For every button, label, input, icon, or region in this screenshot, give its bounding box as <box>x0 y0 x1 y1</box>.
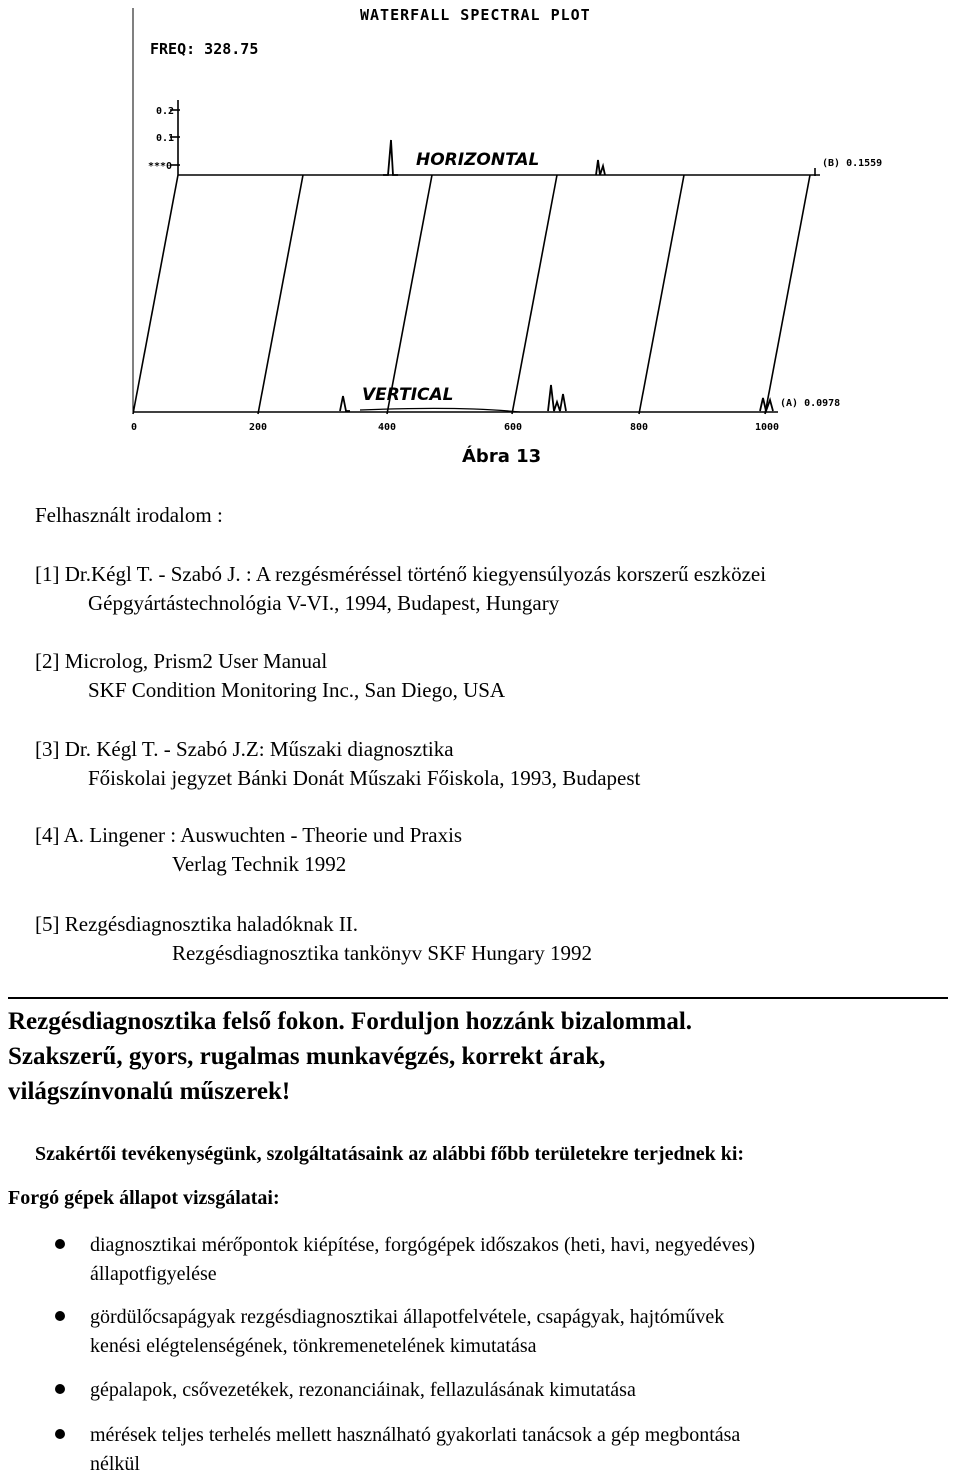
spectrum-peak <box>383 140 398 175</box>
list-item-line: gördülőcsapágyak rezgésdiagnosztikai állapotfelvétele, csapágyak, hajtóművek <box>90 1306 725 1328</box>
diagonal-grid-line <box>639 175 684 414</box>
diagonal-grid-line <box>765 175 810 414</box>
waterfall-figure <box>0 0 960 480</box>
list-item-line: nélkül <box>90 1453 140 1475</box>
list-item-line: diagnosztikai mérőpontok kiépítése, forgógépek időszakos (heti, havi, negyedéves) <box>90 1234 755 1256</box>
diagonal-grid-line <box>512 175 557 414</box>
x-tick-label: 1000 <box>755 422 780 433</box>
list-item-line: mérések teljes terhelés mellett használható gyakorlati tanácsok a gép megbontása <box>90 1424 741 1446</box>
services-intro: Szakértői tevékenységünk, szolgáltatásaink az alábbi főbb területekre terjednek ki: <box>35 1143 745 1165</box>
x-tick-label: 0 <box>131 422 138 433</box>
reference-line: Verlag Technik 1992 <box>172 852 347 876</box>
reference-line: [2] Microlog, Prism2 User Manual <box>35 649 328 673</box>
promo-line: Rezgésdiagnosztika felső fokon. Forduljon hozzánk bizalommal. <box>8 1008 693 1035</box>
diagonal-grid-line <box>387 175 432 414</box>
literature-heading: Felhasznált irodalom : <box>35 503 223 527</box>
x-tick-label: 200 <box>249 422 268 433</box>
spectrum-peak <box>340 396 350 411</box>
bullet-icon <box>55 1239 65 1249</box>
reference-item <box>35 735 640 793</box>
list-item-line: kenési elégtelenségének, tönkremenetelének kimutatása <box>90 1335 537 1357</box>
reference-line: [5] Rezgésdiagnosztika haladóknak II. <box>35 912 359 936</box>
freq-readout: FREQ: 328.75 <box>150 40 259 58</box>
divider-rule <box>8 997 948 999</box>
promo-line: Szakszerű, gyors, rugalmas munkavégzés, korrekt árak, <box>8 1043 606 1070</box>
reference-item <box>35 560 766 618</box>
diagonal-grid-line <box>133 175 178 414</box>
top-readout: (B) 0.1559 <box>822 158 883 169</box>
reference-item <box>35 910 592 968</box>
figure-caption: Ábra 13 <box>462 446 542 467</box>
plot-title: WATERFALL SPECTRAL PLOT <box>360 6 591 24</box>
reference-item <box>35 821 462 879</box>
diagonal-grid-line <box>258 175 303 414</box>
bullet-icon <box>55 1311 65 1321</box>
reference-line: [4] A. Lingener : Auswuchten - Theorie und Praxis <box>35 823 463 847</box>
bottom-readout: (A) 0.0978 <box>780 398 841 409</box>
reference-line: SKF Condition Monitoring Inc., San Diego, USA <box>88 678 506 702</box>
horizontal-label: HORIZONTAL <box>416 150 540 170</box>
bullet-icon <box>55 1384 65 1394</box>
spectrum-peak <box>548 385 566 411</box>
x-tick-label: 800 <box>630 422 649 433</box>
reference-line: [3] Dr. Kégl T. - Szabó J.Z: Műszaki diagnosztika <box>35 737 454 761</box>
reference-line: Főiskolai jegyzet Bánki Donát Műszaki Főiskola, 1993, Budapest <box>88 766 641 790</box>
list-item-line: gépalapok, csővezetékek, rezonanciáinak, fellazulásának kimutatása <box>90 1379 636 1401</box>
promo-line: világszínvonalú műszerek! <box>8 1078 291 1105</box>
promo-text <box>8 1004 692 1109</box>
reference-line: Rezgésdiagnosztika tankönyv SKF Hungary 1992 <box>172 941 592 965</box>
y-tick-label: 0.2 <box>156 106 175 117</box>
machines-heading: Forgó gépek állapot vizsgálatai: <box>8 1187 280 1209</box>
y-tick-label: 0.1 <box>156 133 175 144</box>
x-tick-label: 400 <box>378 422 397 433</box>
list-item-line: állapotfigyelése <box>90 1263 217 1285</box>
reference-line: [1] Dr.Kégl T. - Szabó J. : A rezgésméréssel történő kiegyensúlyozás korszerű eszközei <box>35 562 767 586</box>
reference-item <box>35 647 505 705</box>
bullet-icon <box>55 1429 65 1439</box>
spectrum-peak <box>596 160 605 175</box>
x-tick-label: 600 <box>504 422 523 433</box>
y-tick-label: ***0 <box>148 161 173 172</box>
vertical-label: VERTICAL <box>362 385 454 405</box>
reference-line: Gépgyártástechnológia V-VI., 1994, Budapest, Hungary <box>88 591 560 615</box>
